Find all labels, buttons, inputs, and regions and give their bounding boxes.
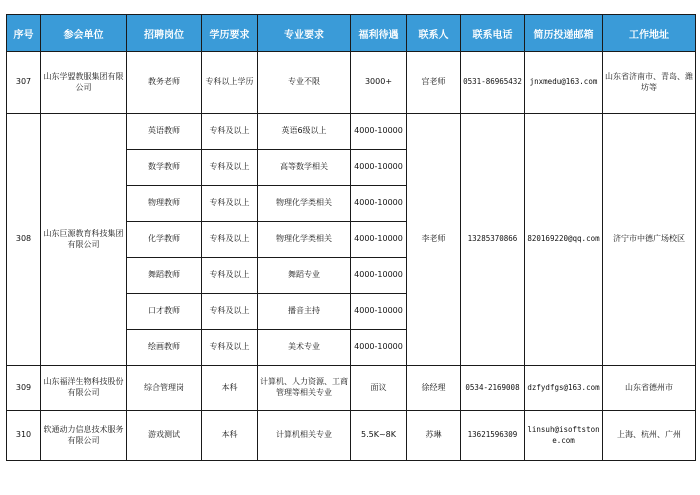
contact-phone: 13621596309 [461,411,525,461]
company-name: 山东福洋生物科技股份有限公司 [41,366,127,411]
contact-person: 李老师 [407,114,461,366]
work-address: 山东省济南市、青岛、潍坊等 [603,52,696,114]
row-id: 310 [7,411,41,461]
salary: 4000-10000 [351,186,407,222]
header-cell: 简历投递邮箱 [525,15,603,52]
salary: 面议 [351,366,407,411]
company-name: 山东学盟教服集团有限公司 [41,52,127,114]
resume-email: 820169220@qq.com [525,114,603,366]
education-requirement: 专科及以上 [202,150,258,186]
salary: 4000-10000 [351,330,407,366]
work-address: 济宁市中德广场校区 [603,114,696,366]
education-requirement: 专科及以上 [202,330,258,366]
header-cell: 序号 [7,15,41,52]
salary: 4000-10000 [351,222,407,258]
table-row [7,114,696,150]
work-address: 山东省德州市 [603,366,696,411]
contact-phone: 13285370866 [461,114,525,366]
position-title: 口才教师 [127,294,202,330]
salary: 3000+ [351,52,407,114]
major-requirement: 播音主持 [258,294,351,330]
resume-email: linsuh@isoftstone.com [525,411,603,461]
major-requirement: 物理化学类相关 [258,222,351,258]
position-title: 英语教师 [127,114,202,150]
contact-phone: 0534-2169008 [461,366,525,411]
major-requirement: 物理化学类相关 [258,186,351,222]
header-row [7,15,696,52]
contact-person: 宫老师 [407,52,461,114]
contact-person: 徐经理 [407,366,461,411]
header-cell: 福利待遇 [351,15,407,52]
salary: 4000-10000 [351,114,407,150]
header-cell: 工作地址 [603,15,696,52]
row-id: 309 [7,366,41,411]
header-cell: 联系电话 [461,15,525,52]
salary: 4000-10000 [351,258,407,294]
resume-email: jnxmedu@163.com [525,52,603,114]
table-row [7,366,696,411]
contact-phone: 0531-86965432 [461,52,525,114]
header-cell: 招聘岗位 [127,15,202,52]
work-address: 上海、杭州、广州 [603,411,696,461]
header-cell: 学历要求 [202,15,258,52]
major-requirement: 计算机、人力资源、工商管理等相关专业 [258,366,351,411]
position-title: 化学教师 [127,222,202,258]
salary: 4000-10000 [351,294,407,330]
resume-email: dzfydfgs@163.com [525,366,603,411]
major-requirement: 计算机相关专业 [258,411,351,461]
position-title: 绘画教师 [127,330,202,366]
salary: 4000-10000 [351,150,407,186]
header-cell: 专业要求 [258,15,351,52]
recruitment-table [6,14,696,461]
position-title: 游戏测试 [127,411,202,461]
position-title: 舞蹈教师 [127,258,202,294]
education-requirement: 本科 [202,411,258,461]
education-requirement: 专科及以上 [202,222,258,258]
header-cell: 联系人 [407,15,461,52]
major-requirement: 英语6级以上 [258,114,351,150]
major-requirement: 舞蹈专业 [258,258,351,294]
contact-person: 苏琳 [407,411,461,461]
row-id: 308 [7,114,41,366]
education-requirement: 专科及以上 [202,186,258,222]
company-name: 山东巨源教育科技集团有限公司 [41,114,127,366]
company-name: 软通动力信息技术服务有限公司 [41,411,127,461]
position-title: 教务老师 [127,52,202,114]
table-row [7,411,696,461]
education-requirement: 专科及以上 [202,114,258,150]
position-title: 综合管理岗 [127,366,202,411]
major-requirement: 美术专业 [258,330,351,366]
position-title: 物理教师 [127,186,202,222]
salary: 5.5K~8K [351,411,407,461]
position-title: 数学教师 [127,150,202,186]
education-requirement: 专科及以上 [202,258,258,294]
education-requirement: 本科 [202,366,258,411]
major-requirement: 高等数学相关 [258,150,351,186]
row-id: 307 [7,52,41,114]
education-requirement: 专科及以上 [202,294,258,330]
education-requirement: 专科以上学历 [202,52,258,114]
table-row [7,52,696,114]
major-requirement: 专业不限 [258,52,351,114]
header-cell: 参会单位 [41,15,127,52]
